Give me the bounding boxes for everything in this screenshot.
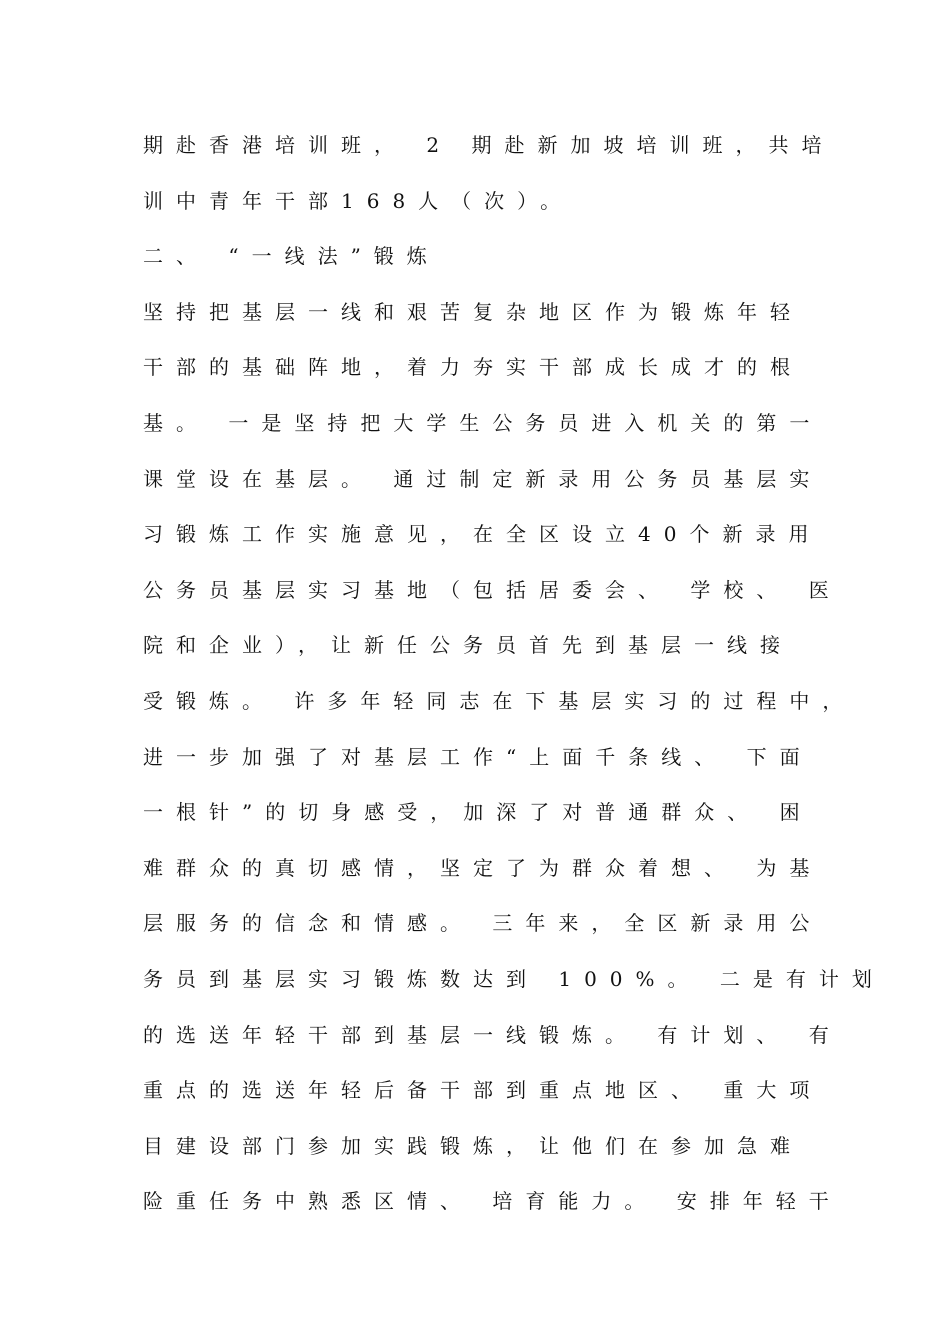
- text-line: 进一步加强了对基层工作“上面千条线、 下面: [143, 744, 813, 769]
- text-line: 训中青年干部168人（次）。: [143, 188, 574, 213]
- text-line: 重点的选送年轻后备干部到重点地区、 重大项: [143, 1078, 823, 1103]
- text-line: 习锻炼工作实施意见，在全区设立40个新录用: [143, 522, 822, 547]
- text-line: 坚持把基层一线和艰苦复杂地区作为锻炼年轻: [143, 299, 803, 324]
- text-line: 的选送年轻干部到基层一线锻炼。 有计划、 有: [143, 1022, 842, 1047]
- body-text: [143, 128, 885, 1240]
- text-line: 险重任务中熟悉区情、 培育能力。 安排年轻干: [143, 1189, 842, 1214]
- text-line: 务员到基层实习锻炼数达到 100%。 二是有计划: [143, 966, 885, 991]
- text-line: 目建设部门参加实践锻炼，让他们在参加急难: [143, 1133, 803, 1158]
- text-line: 基。 一是坚持把大学生公务员进入机关的第一: [143, 410, 823, 435]
- text-line: 难群众的真切感情，坚定了为群众着想、 为基: [143, 855, 823, 880]
- text-line: 干部的基础阵地，着力夯实干部成长成才的根: [143, 355, 803, 380]
- text-line: 受锻炼。 许多年轻同志在下基层实习的过程中，: [143, 688, 856, 713]
- text-line: 一根针”的切身感受，加深了对普通群众、 困: [143, 800, 813, 825]
- text-line: 层服务的信念和情感。 三年来，全区新录用公: [143, 911, 823, 936]
- text-line: 课堂设在基层。 通过制定新录用公务员基层实: [143, 466, 823, 491]
- text-line: 公务员基层实习基地（包括居委会、 学校、 医: [143, 577, 842, 602]
- section-heading: 二、 “一线法”锻炼: [143, 244, 440, 269]
- text-line: 期赴香港培训班， 2 期赴新加坡培训班，共培: [143, 133, 835, 157]
- text-line: 院和企业），让新任公务员首先到基层一线接: [143, 633, 793, 658]
